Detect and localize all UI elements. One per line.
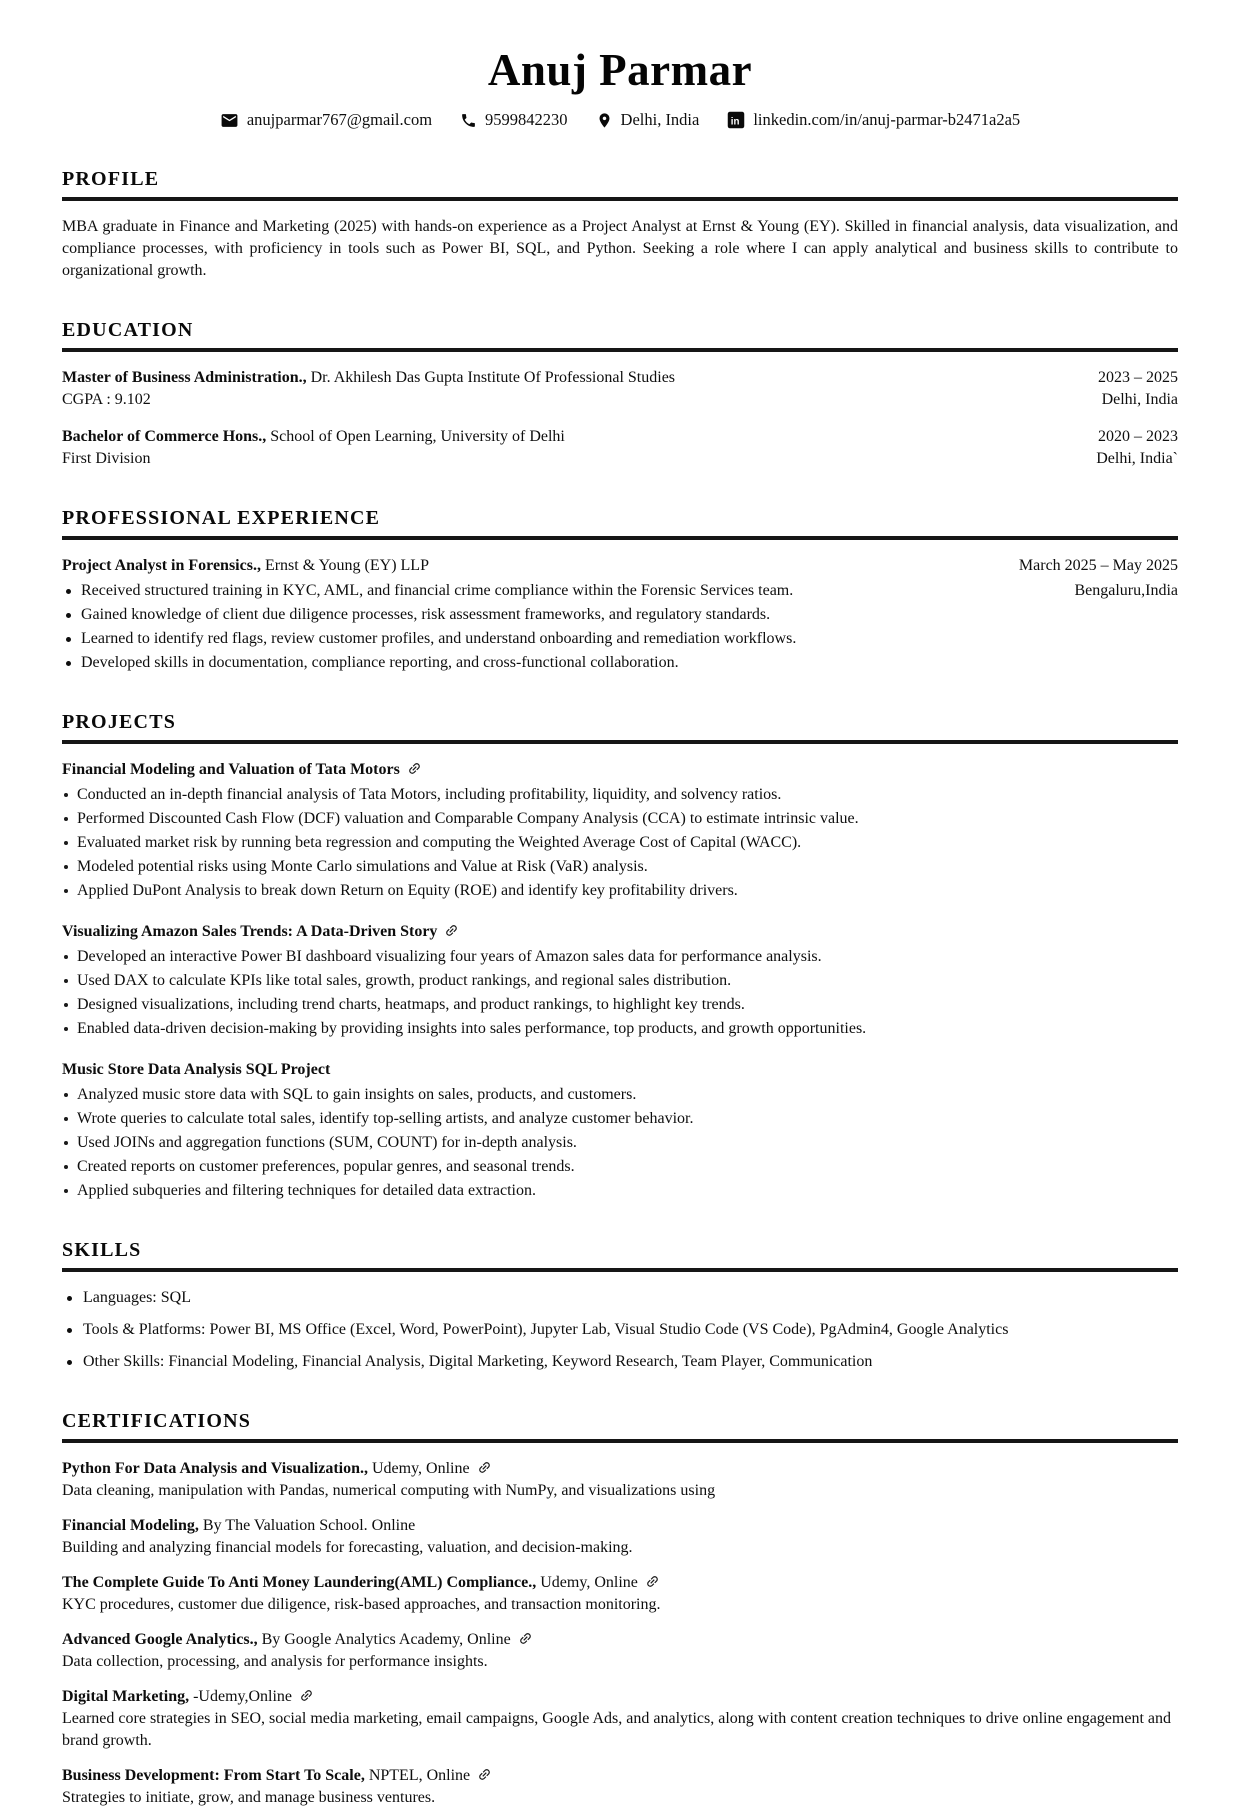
education-location: Delhi, India [1101, 391, 1178, 408]
section-projects [62, 711, 1178, 1202]
certification-issuer: Udemy, Online [367, 1460, 470, 1477]
bullet-text: Conducted an in-depth financial analysis of Tata Motors, including profitability, liquidity, and solvency ratios. [77, 786, 782, 803]
experience-title-line [62, 555, 429, 577]
bullet-text: Developed an interactive Power BI dashboard visualizing four years of Amazon sales data for performance analysis. [77, 948, 822, 965]
certification-title: Advanced Google Analytics., [62, 1631, 258, 1648]
certification-title-line [62, 1572, 1178, 1594]
institution-name: School of Open Learning, University of Delhi [266, 428, 565, 445]
certification-entry [62, 1515, 1178, 1559]
certification-title-line [62, 1765, 1178, 1787]
link-icon[interactable] [477, 1460, 492, 1475]
skill-text: Tools & Platforms: Power BI, MS Office (Excel, Word, PowerPoint), Jupyter Lab, Visual Studio Code (VS Code), PgAdmin4, Google Analytics [83, 1321, 1009, 1338]
certification-title-line [62, 1629, 1178, 1651]
certification-description: Data collection, processing, and analysis for performance insights. [62, 1653, 488, 1670]
page-title: Anuj Parmar [487, 45, 753, 95]
experience-entry [62, 555, 1178, 674]
project-title-line [62, 921, 1178, 943]
certification-description: Learned core strategies in SEO, social media marketing, email campaigns, Google Ads, and analytics, along with content creation techniques to drive online engagement and brand growth. [62, 1710, 1171, 1749]
certification-entry [62, 1765, 1178, 1809]
education-detail: First Division [62, 450, 151, 467]
section-profile [62, 168, 1178, 282]
contact-linkedin-text: linkedin.com/in/anuj-parmar-b2471a2a5 [753, 110, 1021, 129]
section-divider [62, 740, 1178, 744]
bullet-text: Learned to identify red flags, review customer profiles, and understand onboarding and remediation workflows. [81, 630, 797, 647]
bullet-text: Enabled data-driven decision-making by providing insights into sales performance, top products, and growth opportunities. [77, 1020, 867, 1037]
section-divider [62, 348, 1178, 352]
bullet-text: Used JOINs and aggregation functions (SUM, COUNT) for in-depth analysis. [77, 1134, 577, 1151]
skill-text: Languages: SQL [83, 1289, 191, 1306]
experience-location: Bengaluru,India [1074, 582, 1178, 599]
experience-bullet [62, 580, 1178, 602]
section-divider [62, 197, 1178, 201]
job-title: Project Analyst in Forensics., [62, 557, 261, 574]
contact-row [62, 109, 1178, 131]
linkedin-icon [727, 111, 745, 129]
project-entry [62, 1059, 1178, 1202]
project-bullet [62, 946, 1178, 968]
bullet-text: Modeled potential risks using Monte Carlo simulations and Value at Risk (VaR) analysis. [77, 858, 648, 875]
degree-name: Bachelor of Commerce Hons., [62, 428, 267, 445]
project-title: Financial Modeling and Valuation of Tata Motors [62, 761, 400, 778]
institution-name: Dr. Akhilesh Das Gupta Institute Of Professional Studies [306, 369, 676, 386]
bullet-text: Designed visualizations, including trend charts, heatmaps, and product rankings, to highlight key trends. [77, 996, 745, 1013]
certifications-heading: CERTIFICATIONS [62, 1410, 252, 1432]
svg-text:in: in [731, 116, 740, 128]
certification-issuer: NPTEL, Online [364, 1767, 471, 1784]
certification-title: Python For Data Analysis and Visualization., [62, 1460, 368, 1477]
project-title-line [62, 1059, 1178, 1081]
section-divider [62, 1439, 1178, 1443]
location-icon [596, 112, 613, 129]
education-entry [62, 426, 1178, 470]
certification-issuer: By The Valuation School. Online [198, 1517, 416, 1534]
project-bullet [62, 784, 1178, 806]
project-entry [62, 921, 1178, 1040]
experience-bullet [62, 652, 1178, 674]
bullet-text: Performed Discounted Cash Flow (DCF) valuation and Comparable Company Analysis (CCA) to estimate intrinsic value. [77, 810, 859, 827]
education-location: Delhi, India` [1096, 450, 1178, 467]
link-icon[interactable] [477, 1767, 492, 1782]
certification-title: Digital Marketing, [62, 1688, 190, 1705]
certification-description: Strategies to initiate, grow, and manage business ventures. [62, 1789, 436, 1806]
certification-title: Financial Modeling, [62, 1517, 199, 1534]
contact-location [596, 109, 700, 131]
contact-email-text: anujparmar767@gmail.com [246, 110, 433, 129]
project-bullet [62, 994, 1178, 1016]
certification-entry [62, 1629, 1178, 1673]
profile-heading: PROFILE [62, 168, 160, 190]
bullet-text: Applied subqueries and filtering techniques for detailed data extraction. [77, 1182, 536, 1199]
project-entry [62, 759, 1178, 902]
experience-heading: PROFESSIONAL EXPERIENCE [62, 507, 381, 529]
contact-phone-text: 9599842230 [485, 110, 568, 129]
bullet-text: Applied DuPont Analysis to break down Return on Equity (ROE) and identify key profitability drivers. [77, 882, 738, 899]
bullet-text: Evaluated market risk by running beta regression and computing the Weighted Average Cost of Capital (WACC). [77, 834, 802, 851]
contact-linkedin[interactable] [727, 109, 1020, 131]
skills-heading: SKILLS [62, 1239, 142, 1261]
experience-bullet [62, 628, 1178, 650]
section-divider [62, 1268, 1178, 1272]
experience-bullet-list [62, 580, 1178, 674]
education-degree-line [62, 367, 675, 389]
project-bullet [62, 808, 1178, 830]
skill-item [62, 1351, 1178, 1373]
project-bullet [62, 1084, 1178, 1106]
education-degree-line [62, 426, 565, 448]
link-icon[interactable] [407, 761, 422, 776]
project-bullet-list [62, 946, 1178, 1040]
phone-icon [460, 112, 477, 129]
bullet-text: Used DAX to calculate KPIs like total sales, growth, product rankings, and regional sales distribution. [77, 972, 732, 989]
experience-bullet [62, 604, 1178, 626]
section-skills [62, 1239, 1178, 1373]
section-divider [62, 536, 1178, 540]
project-bullet-list [62, 1084, 1178, 1202]
degree-name: Master of Business Administration., [62, 369, 307, 386]
projects-heading: PROJECTS [62, 711, 177, 733]
education-entry [62, 367, 1178, 411]
certification-title: Business Development: From Start To Scale, [62, 1767, 365, 1784]
project-bullet [62, 856, 1178, 878]
certification-entry [62, 1572, 1178, 1616]
certification-title: The Complete Guide To Anti Money Laundering(AML) Compliance., [62, 1574, 537, 1591]
bullet-text: Analyzed music store data with SQL to gain insights on sales, products, and customers. [77, 1086, 637, 1103]
project-bullet [62, 1108, 1178, 1130]
contact-phone[interactable] [460, 109, 568, 131]
certification-entry [62, 1686, 1178, 1752]
contact-email[interactable] [220, 109, 432, 131]
bullet-text: Wrote queries to calculate total sales, identify top-selling artists, and analyze customer behavior. [77, 1110, 694, 1127]
project-bullet [62, 832, 1178, 854]
skill-text: Other Skills: Financial Modeling, Financial Analysis, Digital Marketing, Keyword Research, Team Player, Communication [83, 1353, 873, 1370]
link-icon[interactable] [645, 1574, 660, 1589]
skills-list [62, 1287, 1178, 1373]
project-title: Visualizing Amazon Sales Trends: A Data-Driven Story [62, 923, 438, 940]
contact-location-text: Delhi, India [620, 110, 700, 129]
education-detail: CGPA : 9.102 [62, 391, 151, 408]
skill-item [62, 1319, 1178, 1341]
project-bullet [62, 1132, 1178, 1154]
certification-issuer: Udemy, Online [536, 1574, 638, 1591]
project-bullet [62, 880, 1178, 902]
certification-issuer: By Google Analytics Academy, Online [257, 1631, 511, 1648]
profile-summary: MBA graduate in Finance and Marketing (2025) with hands-on experience as a Project Analyst at Ernst & Young (EY). Skilled in financial analysis, data visualization, and compliance processes, with proficiency in tools such as Power BI, SQL, and Python. Seeking a role where I can apply analytical and business skills to contribute to organizational growth. [62, 218, 1178, 279]
project-bullet [62, 1180, 1178, 1202]
certification-title-line [62, 1515, 1178, 1537]
certification-description: Building and analyzing financial models for forecasting, valuation, and decision-making. [62, 1539, 633, 1556]
section-education [62, 319, 1178, 470]
project-title: Music Store Data Analysis SQL Project [62, 1061, 331, 1078]
bullet-text: Gained knowledge of client due diligence processes, risk assessment frameworks, and regulatory standards. [81, 606, 771, 623]
education-dates: 2023 – 2025 [1098, 369, 1178, 386]
link-icon[interactable] [444, 923, 459, 938]
skill-item [62, 1287, 1178, 1309]
project-bullet [62, 1156, 1178, 1178]
project-title-line [62, 759, 1178, 781]
company-name: Ernst & Young (EY) LLP [260, 557, 429, 574]
education-heading: EDUCATION [62, 319, 194, 341]
education-dates: 2020 – 2023 [1098, 428, 1178, 445]
section-experience [62, 507, 1178, 674]
bullet-text: Created reports on customer preferences, popular genres, and seasonal trends. [77, 1158, 575, 1175]
experience-dates: March 2025 – May 2025 [1018, 557, 1178, 574]
project-bullet [62, 1018, 1178, 1040]
bullet-text: Received structured training in KYC, AML, and financial crime compliance within the Forensic Services team. [81, 582, 794, 599]
certification-title-line [62, 1686, 1178, 1708]
certification-description: Data cleaning, manipulation with Pandas, numerical computing with NumPy, and visualizations using [62, 1482, 716, 1499]
project-bullet-list [62, 784, 1178, 902]
certification-issuer: -Udemy,Online [189, 1688, 293, 1705]
section-certifications [62, 1410, 1178, 1809]
certification-entry [62, 1458, 1178, 1502]
link-icon[interactable] [518, 1631, 533, 1646]
certification-title-line [62, 1458, 1178, 1480]
project-bullet [62, 970, 1178, 992]
link-icon[interactable] [299, 1688, 314, 1703]
email-icon [220, 111, 239, 130]
certification-description: KYC procedures, customer due diligence, risk-based approaches, and transaction monitoring. [62, 1596, 661, 1613]
bullet-text: Developed skills in documentation, compliance reporting, and cross-functional collaboration. [81, 654, 679, 671]
